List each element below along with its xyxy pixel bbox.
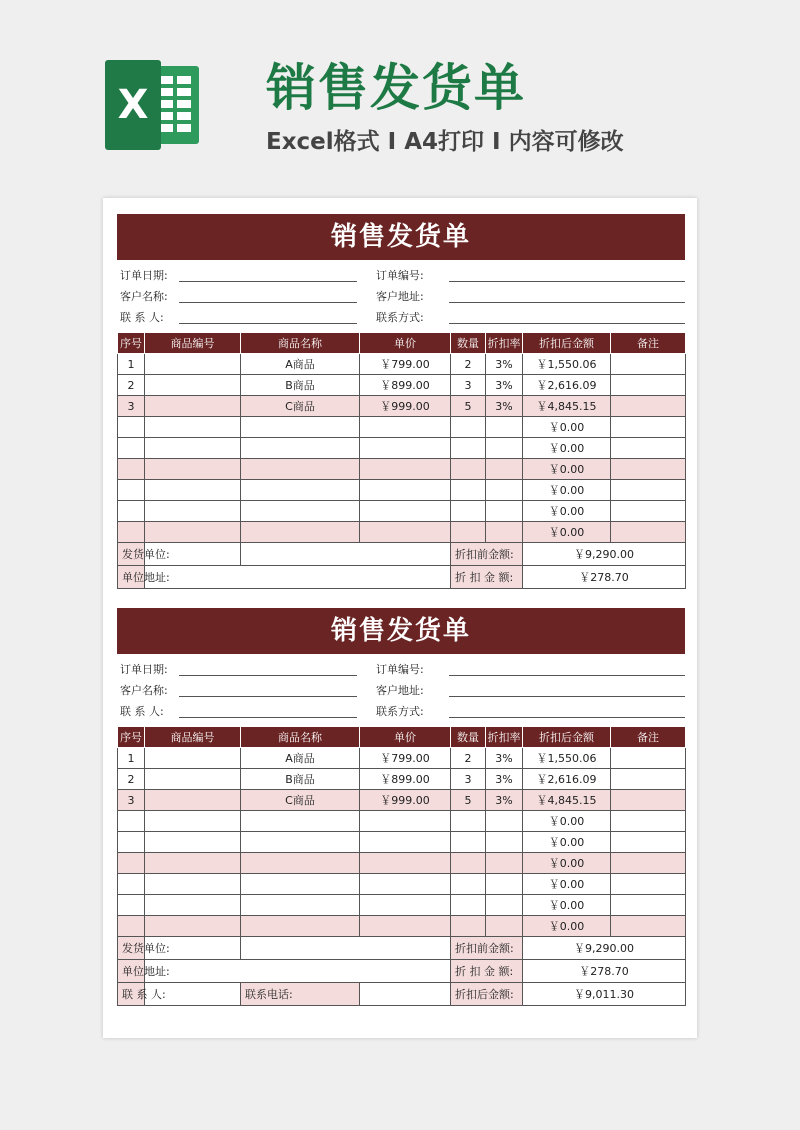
discount-value: ￥278.70 — [523, 566, 686, 589]
discount-label: 折 扣 金 额: — [451, 960, 523, 983]
col-header: 折扣率 — [486, 727, 523, 748]
product-name-cell — [241, 522, 360, 543]
discounted-amount-cell: ￥0.00 — [523, 480, 611, 501]
discounted-amount-cell: ￥0.00 — [523, 522, 611, 543]
discounted-amount-cell: ￥0.00 — [523, 853, 611, 874]
page-title: 销售发货单 — [266, 59, 526, 117]
customer-address-label: 客户地址: — [376, 684, 424, 697]
contact-field[interactable] — [179, 323, 357, 324]
order-date-label: 订单日期: — [120, 269, 168, 282]
order-no-field[interactable] — [449, 675, 685, 676]
product-name-cell — [241, 811, 360, 832]
phone-label: 联系电话: — [241, 983, 360, 1006]
product-name-cell — [241, 417, 360, 438]
col-header: 折扣后金额 — [523, 727, 611, 748]
order-date-field[interactable] — [179, 675, 357, 676]
quantity-cell — [451, 895, 486, 916]
row-number-cell: 3 — [118, 396, 145, 417]
info-row — [117, 678, 685, 699]
ship-unit-label: 发货单位: — [118, 937, 145, 960]
discount-rate-cell — [486, 811, 523, 832]
quantity-cell — [451, 522, 486, 543]
post-discount-label: 折扣后金额: — [451, 983, 523, 1006]
table-header-row — [118, 727, 686, 748]
goods-table — [117, 726, 686, 1006]
contact-method-field[interactable] — [449, 717, 685, 718]
quantity-cell — [451, 417, 486, 438]
discounted-amount-cell: ￥4,845.15 — [523, 790, 611, 811]
customer-name-field[interactable] — [179, 302, 357, 303]
col-header: 商品名称 — [241, 333, 360, 354]
note-cell — [611, 790, 686, 811]
post-discount-value: ￥9,011.30 — [523, 983, 686, 1006]
product-name-cell: B商品 — [241, 375, 360, 396]
row-number-cell — [118, 480, 145, 501]
table-row — [118, 832, 686, 853]
unit-address-label: 单位地址: — [118, 960, 145, 983]
col-header: 商品编号 — [145, 727, 241, 748]
col-header: 商品名称 — [241, 727, 360, 748]
quantity-cell — [451, 480, 486, 501]
form-banner: 销售发货单 — [117, 214, 685, 260]
row-number-cell — [118, 874, 145, 895]
discount-label: 折 扣 金 额: — [451, 566, 523, 589]
discounted-amount-cell: ￥2,616.09 — [523, 769, 611, 790]
discount-rate-cell — [486, 832, 523, 853]
unit-price-cell — [360, 480, 451, 501]
discounted-amount-cell: ￥0.00 — [523, 501, 611, 522]
row-number-cell: 3 — [118, 790, 145, 811]
customer-name-label: 客户名称: — [120, 290, 168, 303]
discounted-amount-cell: ￥4,845.15 — [523, 396, 611, 417]
product-code-cell — [145, 522, 241, 543]
invoice-form-1 — [117, 214, 685, 589]
info-row — [117, 305, 685, 326]
discount-rate-cell — [486, 916, 523, 937]
discounted-amount-cell: ￥2,616.09 — [523, 375, 611, 396]
order-info — [117, 260, 685, 332]
page-subtitle: Excel格式 I A4打印 I 内容可修改 — [266, 129, 624, 155]
discount-rate-cell — [486, 853, 523, 874]
unit-price-cell — [360, 853, 451, 874]
phone-field[interactable] — [360, 983, 451, 1006]
quantity-cell: 2 — [451, 354, 486, 375]
discounted-amount-cell: ￥1,550.06 — [523, 748, 611, 769]
ship-unit-extra-field[interactable] — [241, 937, 451, 960]
product-name-cell — [241, 459, 360, 480]
footer-contact-label: 联 系 人: — [118, 983, 145, 1006]
product-code-cell — [145, 790, 241, 811]
contact-field[interactable] — [179, 717, 357, 718]
discounted-amount-cell: ￥0.00 — [523, 832, 611, 853]
note-cell — [611, 438, 686, 459]
svg-text:X: X — [117, 82, 149, 128]
footer-row-ship-unit — [118, 543, 686, 566]
discounted-amount-cell: ￥0.00 — [523, 417, 611, 438]
product-code-cell — [145, 748, 241, 769]
quantity-cell — [451, 853, 486, 874]
table-row — [118, 748, 686, 769]
unit-price-cell: ￥999.00 — [360, 396, 451, 417]
discount-rate-cell: 3% — [486, 396, 523, 417]
quantity-cell: 5 — [451, 790, 486, 811]
note-cell — [611, 480, 686, 501]
product-code-cell — [145, 354, 241, 375]
quantity-cell: 2 — [451, 748, 486, 769]
table-row — [118, 874, 686, 895]
discounted-amount-cell: ￥0.00 — [523, 916, 611, 937]
row-number-cell — [118, 832, 145, 853]
discount-rate-cell: 3% — [486, 748, 523, 769]
col-header: 备注 — [611, 727, 686, 748]
discount-rate-cell — [486, 874, 523, 895]
table-row — [118, 417, 686, 438]
product-name-cell: C商品 — [241, 790, 360, 811]
discount-rate-cell — [486, 438, 523, 459]
product-name-cell — [241, 832, 360, 853]
order-no-field[interactable] — [449, 281, 685, 282]
col-header: 数量 — [451, 727, 486, 748]
unit-price-cell: ￥899.00 — [360, 375, 451, 396]
discount-value: ￥278.70 — [523, 960, 686, 983]
product-code-cell — [145, 832, 241, 853]
table-row — [118, 895, 686, 916]
note-cell — [611, 769, 686, 790]
product-name-cell — [241, 501, 360, 522]
note-cell — [611, 874, 686, 895]
note-cell — [611, 375, 686, 396]
unit-price-cell: ￥899.00 — [360, 769, 451, 790]
pre-discount-value: ￥9,290.00 — [523, 937, 686, 960]
customer-address-field[interactable] — [449, 302, 685, 303]
footer-row-contact — [118, 983, 686, 1006]
quantity-cell — [451, 916, 486, 937]
pre-discount-label: 折扣前金额: — [451, 543, 523, 566]
table-row — [118, 396, 686, 417]
footer-row-ship-unit — [118, 937, 686, 960]
product-code-cell — [145, 480, 241, 501]
table-row — [118, 916, 686, 937]
row-number-cell — [118, 438, 145, 459]
product-code-cell — [145, 396, 241, 417]
row-number-cell — [118, 895, 145, 916]
row-number-cell: 1 — [118, 748, 145, 769]
row-number-cell — [118, 853, 145, 874]
row-number-cell — [118, 916, 145, 937]
customer-name-label: 客户名称: — [120, 684, 168, 697]
discounted-amount-cell: ￥0.00 — [523, 895, 611, 916]
unit-price-cell — [360, 832, 451, 853]
quantity-cell: 5 — [451, 396, 486, 417]
quantity-cell — [451, 438, 486, 459]
product-code-cell — [145, 769, 241, 790]
unit-price-cell — [360, 895, 451, 916]
note-cell — [611, 396, 686, 417]
product-code-cell — [145, 501, 241, 522]
product-code-cell — [145, 438, 241, 459]
unit-price-cell — [360, 874, 451, 895]
table-row — [118, 354, 686, 375]
customer-address-field[interactable] — [449, 696, 685, 697]
note-cell — [611, 522, 686, 543]
product-name-cell — [241, 480, 360, 501]
unit-price-cell — [360, 459, 451, 480]
col-header: 折扣后金额 — [523, 333, 611, 354]
product-name-cell: A商品 — [241, 748, 360, 769]
unit-price-cell: ￥799.00 — [360, 748, 451, 769]
page-header — [0, 0, 800, 190]
note-cell — [611, 501, 686, 522]
discounted-amount-cell: ￥1,550.06 — [523, 354, 611, 375]
contact-method-label: 联系方式: — [376, 705, 424, 718]
discounted-amount-cell: ￥0.00 — [523, 438, 611, 459]
quantity-cell — [451, 832, 486, 853]
product-name-cell — [241, 853, 360, 874]
product-code-cell — [145, 811, 241, 832]
table-row — [118, 375, 686, 396]
product-name-cell: C商品 — [241, 396, 360, 417]
note-cell — [611, 417, 686, 438]
quantity-cell — [451, 459, 486, 480]
product-code-cell — [145, 459, 241, 480]
product-name-cell — [241, 438, 360, 459]
order-no-label: 订单编号: — [376, 269, 424, 282]
note-cell — [611, 895, 686, 916]
col-header: 商品编号 — [145, 333, 241, 354]
info-row — [117, 263, 685, 284]
contact-method-label: 联系方式: — [376, 311, 424, 324]
product-name-cell — [241, 874, 360, 895]
discount-rate-cell — [486, 895, 523, 916]
unit-address-field[interactable] — [145, 566, 451, 589]
info-row — [117, 699, 685, 720]
note-cell — [611, 459, 686, 480]
table-row — [118, 501, 686, 522]
table-row — [118, 459, 686, 480]
table-row — [118, 769, 686, 790]
table-header-row — [118, 333, 686, 354]
unit-price-cell — [360, 916, 451, 937]
product-code-cell — [145, 916, 241, 937]
product-code-cell — [145, 375, 241, 396]
col-header: 单价 — [360, 333, 451, 354]
product-name-cell — [241, 895, 360, 916]
order-date-field[interactable] — [179, 281, 357, 282]
excel-logo-icon — [103, 60, 203, 150]
discount-rate-cell: 3% — [486, 769, 523, 790]
table-row — [118, 438, 686, 459]
discounted-amount-cell: ￥0.00 — [523, 811, 611, 832]
note-cell — [611, 811, 686, 832]
table-row — [118, 811, 686, 832]
discount-rate-cell — [486, 522, 523, 543]
pre-discount-label: 折扣前金额: — [451, 937, 523, 960]
row-number-cell: 2 — [118, 375, 145, 396]
col-header: 数量 — [451, 333, 486, 354]
row-number-cell — [118, 459, 145, 480]
discount-rate-cell — [486, 417, 523, 438]
info-row — [117, 284, 685, 305]
note-cell — [611, 354, 686, 375]
unit-price-cell — [360, 417, 451, 438]
goods-table — [117, 332, 686, 589]
col-header: 单价 — [360, 727, 451, 748]
unit-price-cell — [360, 438, 451, 459]
unit-price-cell — [360, 811, 451, 832]
unit-price-cell: ￥999.00 — [360, 790, 451, 811]
quantity-cell: 3 — [451, 375, 486, 396]
order-info — [117, 654, 685, 726]
product-code-cell — [145, 853, 241, 874]
footer-row-unit-address — [118, 566, 686, 589]
discount-rate-cell: 3% — [486, 375, 523, 396]
unit-address-label: 单位地址: — [118, 566, 145, 589]
col-header: 序号 — [118, 333, 145, 354]
table-row — [118, 853, 686, 874]
customer-name-field[interactable] — [179, 696, 357, 697]
col-header: 折扣率 — [486, 333, 523, 354]
document-paper — [103, 198, 697, 1038]
col-header: 备注 — [611, 333, 686, 354]
note-cell — [611, 853, 686, 874]
row-number-cell — [118, 811, 145, 832]
product-name-cell — [241, 916, 360, 937]
ship-unit-extra-field[interactable] — [241, 543, 451, 566]
product-code-cell — [145, 895, 241, 916]
discount-rate-cell: 3% — [486, 354, 523, 375]
table-row — [118, 522, 686, 543]
unit-price-cell — [360, 522, 451, 543]
quantity-cell — [451, 874, 486, 895]
ship-unit-label: 发货单位: — [118, 543, 145, 566]
note-cell — [611, 916, 686, 937]
row-number-cell: 2 — [118, 769, 145, 790]
discount-rate-cell — [486, 480, 523, 501]
product-name-cell: B商品 — [241, 769, 360, 790]
unit-price-cell: ￥799.00 — [360, 354, 451, 375]
customer-address-label: 客户地址: — [376, 290, 424, 303]
row-number-cell — [118, 417, 145, 438]
row-number-cell — [118, 501, 145, 522]
note-cell — [611, 748, 686, 769]
col-header: 序号 — [118, 727, 145, 748]
product-code-cell — [145, 874, 241, 895]
contact-method-field[interactable] — [449, 323, 685, 324]
contact-label: 联 系 人: — [120, 311, 164, 324]
row-number-cell — [118, 522, 145, 543]
order-no-label: 订单编号: — [376, 663, 424, 676]
discounted-amount-cell: ￥0.00 — [523, 874, 611, 895]
discount-rate-cell — [486, 501, 523, 522]
discount-rate-cell — [486, 459, 523, 480]
quantity-cell — [451, 811, 486, 832]
discount-rate-cell: 3% — [486, 790, 523, 811]
pre-discount-value: ￥9,290.00 — [523, 543, 686, 566]
contact-label: 联 系 人: — [120, 705, 164, 718]
table-row — [118, 480, 686, 501]
unit-price-cell — [360, 501, 451, 522]
row-number-cell: 1 — [118, 354, 145, 375]
form-banner: 销售发货单 — [117, 608, 685, 654]
note-cell — [611, 832, 686, 853]
product-code-cell — [145, 417, 241, 438]
invoice-form-2 — [117, 608, 685, 1006]
info-row — [117, 657, 685, 678]
unit-address-field[interactable] — [145, 960, 451, 983]
footer-row-unit-address — [118, 960, 686, 983]
order-date-label: 订单日期: — [120, 663, 168, 676]
quantity-cell — [451, 501, 486, 522]
discounted-amount-cell: ￥0.00 — [523, 459, 611, 480]
product-name-cell: A商品 — [241, 354, 360, 375]
table-row — [118, 790, 686, 811]
quantity-cell: 3 — [451, 769, 486, 790]
